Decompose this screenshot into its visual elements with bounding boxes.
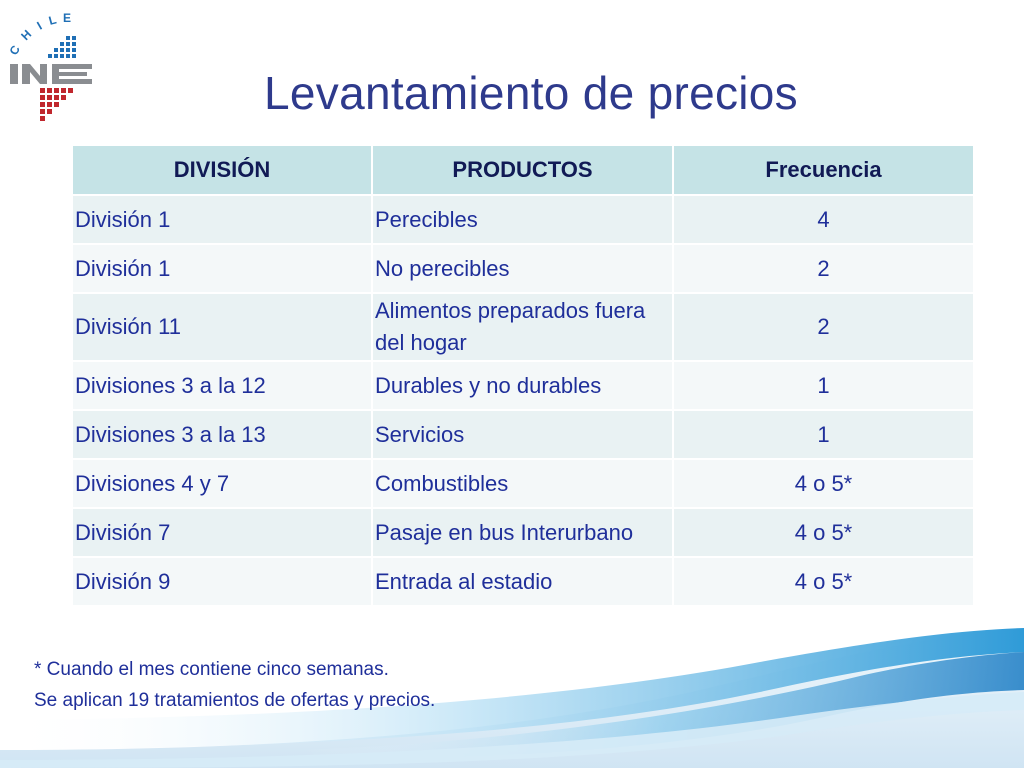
cell-producto: Pasaje en bus Interurbano	[372, 508, 673, 557]
cell-producto: No perecibles	[372, 244, 673, 293]
cell-frecuencia: 4 o 5*	[673, 508, 974, 557]
logo-letter-c: C	[6, 42, 23, 58]
footnote-treatments: Se aplican 19 tratamientos de ofertas y precios.	[34, 690, 436, 711]
table-row	[72, 557, 974, 606]
cell-division: División 1	[72, 244, 372, 293]
table-row	[72, 293, 974, 361]
cell-division: División 7	[72, 508, 372, 557]
cell-producto: Servicios	[372, 410, 673, 459]
ine-chile-logo	[6, 8, 98, 124]
cell-division: División 1	[72, 195, 372, 244]
logo-red-dots	[40, 88, 73, 121]
cell-division: División 9	[72, 557, 372, 606]
logo-ine-letters	[10, 64, 92, 84]
cell-frecuencia: 4 o 5*	[673, 459, 974, 508]
prices-table	[71, 144, 975, 607]
cell-frecuencia: 4 o 5*	[673, 557, 974, 606]
logo-letter-l: L	[47, 12, 58, 28]
header-frecuencia: Frecuencia	[673, 145, 974, 195]
logo-letter-e: E	[63, 11, 72, 25]
header-division: DIVISIÓN	[72, 145, 372, 195]
cell-frecuencia: 2	[673, 244, 974, 293]
cell-division: Divisiones 3 a la 13	[72, 410, 372, 459]
cell-producto: Entrada al estadio	[372, 557, 673, 606]
header-productos: PRODUCTOS	[372, 145, 673, 195]
table-header-row	[72, 145, 974, 195]
cell-frecuencia: 1	[673, 361, 974, 410]
cell-producto: Durables y no durables	[372, 361, 673, 410]
table-row	[72, 410, 974, 459]
cell-producto: Alimentos preparados fuera del hogar	[372, 293, 673, 361]
table-row	[72, 244, 974, 293]
table-row	[72, 508, 974, 557]
cell-producto: Combustibles	[372, 459, 673, 508]
page-title: Levantamiento de precios	[264, 67, 798, 119]
table-row	[72, 195, 974, 244]
footnotes	[34, 654, 435, 716]
cell-division: División 11	[72, 293, 372, 361]
table-row	[72, 459, 974, 508]
cell-frecuencia: 2	[673, 293, 974, 361]
cell-division: Divisiones 3 a la 12	[72, 361, 372, 410]
cell-frecuencia: 1	[673, 410, 974, 459]
logo-letter-i: I	[34, 18, 45, 33]
logo-blue-dots	[48, 36, 76, 58]
footnote-weeks: * Cuando el mes contiene cinco semanas.	[34, 659, 389, 680]
table-row	[72, 361, 974, 410]
cell-division: Divisiones 4 y 7	[72, 459, 372, 508]
logo-letter-h: H	[18, 27, 35, 44]
cell-producto: Perecibles	[372, 195, 673, 244]
cell-frecuencia: 4	[673, 195, 974, 244]
